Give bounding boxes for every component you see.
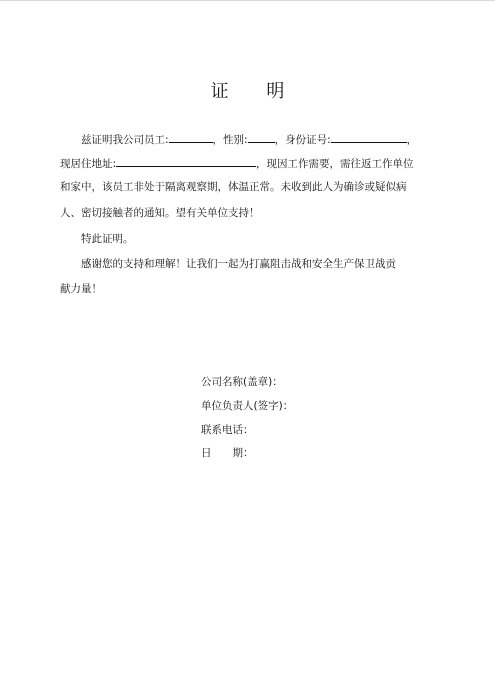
gender-label: ，性别:	[212, 134, 248, 146]
document-title: 证 明	[210, 81, 301, 102]
address-label: 现居住地址:	[60, 158, 117, 170]
company-name-label: 公司名称(盖章)：	[201, 376, 283, 388]
id-number-blank	[331, 131, 407, 143]
paragraph3-line2: 献力量！	[60, 283, 102, 295]
paragraph1-line3: 和家中，该员工非处于隔离观察期，体温正常。未收到此人为确诊或疑似病	[60, 181, 407, 193]
page-top-edge	[0, 0, 495, 1]
paragraph1-line1	[81, 131, 417, 147]
id-number-label: ，身份证号:	[274, 134, 331, 146]
address-blank	[116, 155, 256, 167]
paragraph1-line4: 人、密切接触者的通知。望有关单位支持！	[60, 207, 260, 219]
date-label: 日 期：	[201, 447, 254, 459]
employee-name-blank	[169, 131, 213, 143]
employee-label: 兹证明我公司员工:	[81, 134, 169, 146]
paragraph3-line1: 感谢您的支持和理解！让我们一起为打赢阻击战和安全生产保卫战贡	[81, 258, 396, 270]
person-in-charge-label: 单位负责人(签字)：	[201, 400, 294, 412]
address-tail: ，现因工作需要，需往返工作单位	[256, 158, 414, 170]
contact-phone-label: 联系电话：	[201, 424, 254, 436]
gender-blank	[248, 131, 275, 143]
line1-end-comma: ，	[406, 134, 418, 146]
paragraph1-line2	[60, 155, 414, 171]
paragraph2: 特此证明。	[81, 233, 134, 245]
